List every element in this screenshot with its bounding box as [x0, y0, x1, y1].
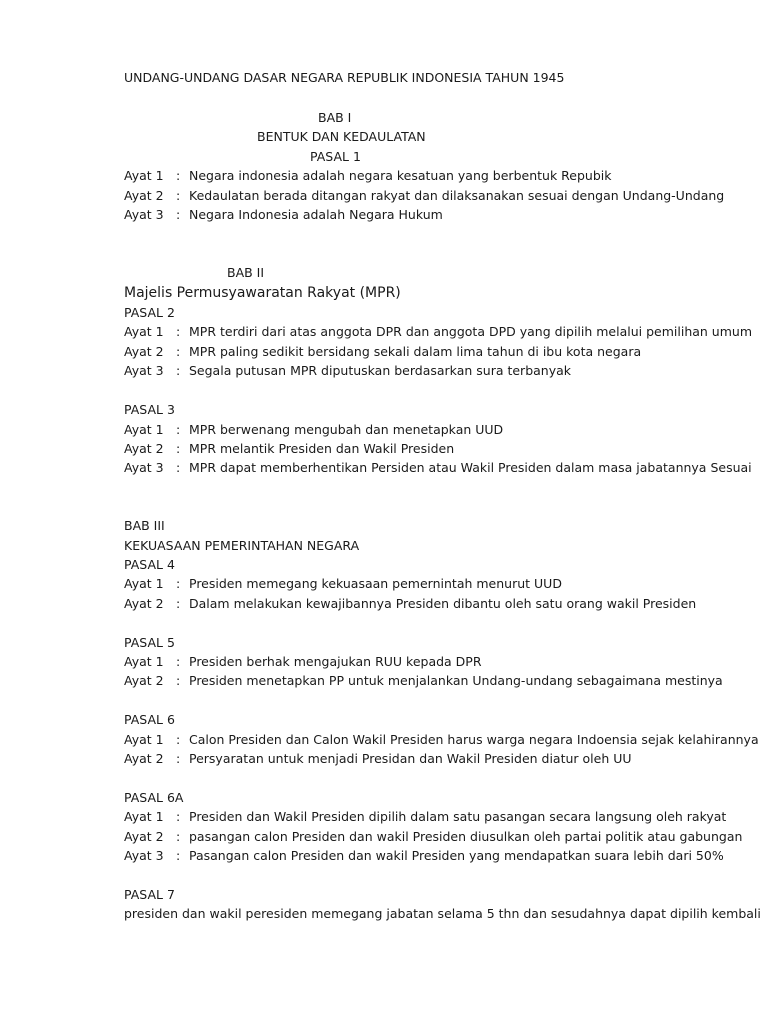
ayat-label: Ayat 3	[124, 207, 164, 222]
pasal1-ayat-3	[124, 207, 443, 223]
ayat-label: Ayat 2	[124, 441, 164, 456]
pasal7-text: presiden dan wakil peresiden memegang jabatan selama 5 thn dan sesudahnya dapat dipilih kembali	[124, 906, 761, 921]
ayat-colon: :	[176, 751, 181, 766]
ayat-label: Ayat 2	[124, 344, 164, 359]
ayat-colon: :	[176, 809, 181, 824]
pasal4-ayat-2	[124, 596, 696, 612]
pasal3-heading: PASAL 3	[124, 402, 175, 417]
ayat-label: Ayat 2	[124, 188, 164, 203]
pasal6a-ayat-3	[124, 848, 724, 864]
bab1-heading: BAB I	[318, 110, 352, 125]
document-body	[124, 0, 761, 1024]
pasal6-heading: PASAL 6	[124, 712, 175, 727]
ayat-label: Ayat 1	[124, 422, 164, 437]
ayat-colon: :	[176, 363, 181, 378]
ayat-text: Pasangan calon Presiden dan wakil Presiden yang mendapatkan suara lebih dari 50%	[189, 848, 724, 863]
ayat-label: Ayat 3	[124, 460, 164, 475]
ayat-text: MPR berwenang mengubah dan menetapkan UUD	[189, 422, 504, 437]
pasal5-ayat-2	[124, 673, 723, 689]
ayat-colon: :	[176, 596, 181, 611]
ayat-colon: :	[176, 576, 181, 591]
ayat-text: Negara indonesia adalah negara kesatuan yang berbentuk Repubik	[189, 168, 612, 183]
ayat-text: MPR melantik Presiden dan Wakil Presiden	[189, 441, 455, 456]
ayat-label: Ayat 2	[124, 751, 164, 766]
pasal3-ayat-1	[124, 422, 503, 438]
ayat-text: Kedaulatan berada ditangan rakyat dan dilaksanakan sesuai dengan Undang-Undang	[189, 188, 725, 203]
ayat-text: Presiden dan Wakil Presiden dipilih dalam satu pasangan secara langsung oleh rakyat	[189, 809, 727, 824]
ayat-colon: :	[176, 829, 181, 844]
pasal2-heading: PASAL 2	[124, 305, 175, 320]
bab1-subheading: BENTUK DAN KEDAULATAN	[257, 129, 426, 144]
ayat-text: Negara Indonesia adalah Negara Hukum	[189, 207, 443, 222]
pasal6a-ayat-2	[124, 829, 742, 845]
pasal1-ayat-1	[124, 168, 611, 184]
pasal5-heading: PASAL 5	[124, 635, 175, 650]
ayat-colon: :	[176, 324, 181, 339]
document-title: UNDANG-UNDANG DASAR NEGARA REPUBLIK INDONESIA TAHUN 1945	[124, 70, 565, 85]
ayat-text: pasangan calon Presiden dan wakil Presiden diusulkan oleh partai politik atau gabungan	[189, 829, 743, 844]
pasal3-ayat-2	[124, 441, 454, 457]
pasal6a-heading: PASAL 6A	[124, 790, 184, 805]
bab2-subheading: Majelis Permusyawaratan Rakyat (MPR)	[124, 285, 401, 301]
pasal5-ayat-1	[124, 654, 482, 670]
ayat-label: Ayat 2	[124, 596, 164, 611]
ayat-text: Persyaratan untuk menjadi Presidan dan Wakil Presiden diatur oleh UU	[189, 751, 632, 766]
pasal6-ayat-1	[124, 732, 759, 748]
ayat-label: Ayat 3	[124, 848, 164, 863]
bab3-subheading: KEKUASAAN PEMERINTAHAN NEGARA	[124, 538, 360, 553]
ayat-text: Presiden berhak mengajukan RUU kepada DPR	[189, 654, 482, 669]
ayat-label: Ayat 1	[124, 654, 164, 669]
ayat-text: Dalam melakukan kewajibannya Presiden dibantu oleh satu orang wakil Presiden	[189, 596, 697, 611]
ayat-colon: :	[176, 188, 181, 203]
ayat-label: Ayat 1	[124, 732, 164, 747]
ayat-colon: :	[176, 654, 181, 669]
pasal2-ayat-3	[124, 363, 571, 379]
ayat-label: Ayat 3	[124, 363, 164, 378]
ayat-label: Ayat 2	[124, 829, 164, 844]
pasal1-ayat-2	[124, 188, 724, 204]
ayat-text: Presiden menetapkan PP untuk menjalankan Undang-undang sebagaimana mestinya	[189, 673, 723, 688]
ayat-label: Ayat 2	[124, 673, 164, 688]
ayat-label: Ayat 1	[124, 576, 164, 591]
ayat-text: Segala putusan MPR diputuskan berdasarkan sura terbanyak	[189, 363, 572, 378]
ayat-text: MPR dapat memberhentikan Persiden atau Wakil Presiden dalam masa jabatannya Sesuai	[189, 460, 752, 475]
pasal2-ayat-1	[124, 324, 752, 340]
bab3-heading: BAB III	[124, 518, 165, 533]
ayat-colon: :	[176, 207, 181, 222]
pasal4-heading: PASAL 4	[124, 557, 175, 572]
ayat-label: Ayat 1	[124, 324, 164, 339]
ayat-colon: :	[176, 848, 181, 863]
bab2-heading: BAB II	[227, 265, 265, 280]
pasal2-ayat-2	[124, 344, 641, 360]
ayat-colon: :	[176, 441, 181, 456]
pasal6a-ayat-1	[124, 809, 726, 825]
ayat-text: Presiden memegang kekuasaan pemernintah menurut UUD	[189, 576, 562, 591]
ayat-colon: :	[176, 673, 181, 688]
pasal7-heading: PASAL 7	[124, 887, 175, 902]
pasal1-heading: PASAL 1	[310, 149, 361, 164]
pasal3-ayat-3	[124, 460, 752, 476]
pasal6-ayat-2	[124, 751, 632, 767]
ayat-colon: :	[176, 168, 181, 183]
pasal4-ayat-1	[124, 576, 562, 592]
ayat-colon: :	[176, 732, 181, 747]
ayat-text: MPR paling sedikit bersidang sekali dalam lima tahun di ibu kota negara	[189, 344, 642, 359]
ayat-text: Calon Presiden dan Calon Wakil Presiden harus warga negara Indoensia sejak kelahirannya	[189, 732, 759, 747]
ayat-text: MPR terdiri dari atas anggota DPR dan anggota DPD yang dipilih melalui pemilihan umum	[189, 324, 752, 339]
ayat-colon: :	[176, 422, 181, 437]
ayat-colon: :	[176, 460, 181, 475]
ayat-label: Ayat 1	[124, 809, 164, 824]
ayat-colon: :	[176, 344, 181, 359]
ayat-label: Ayat 1	[124, 168, 164, 183]
